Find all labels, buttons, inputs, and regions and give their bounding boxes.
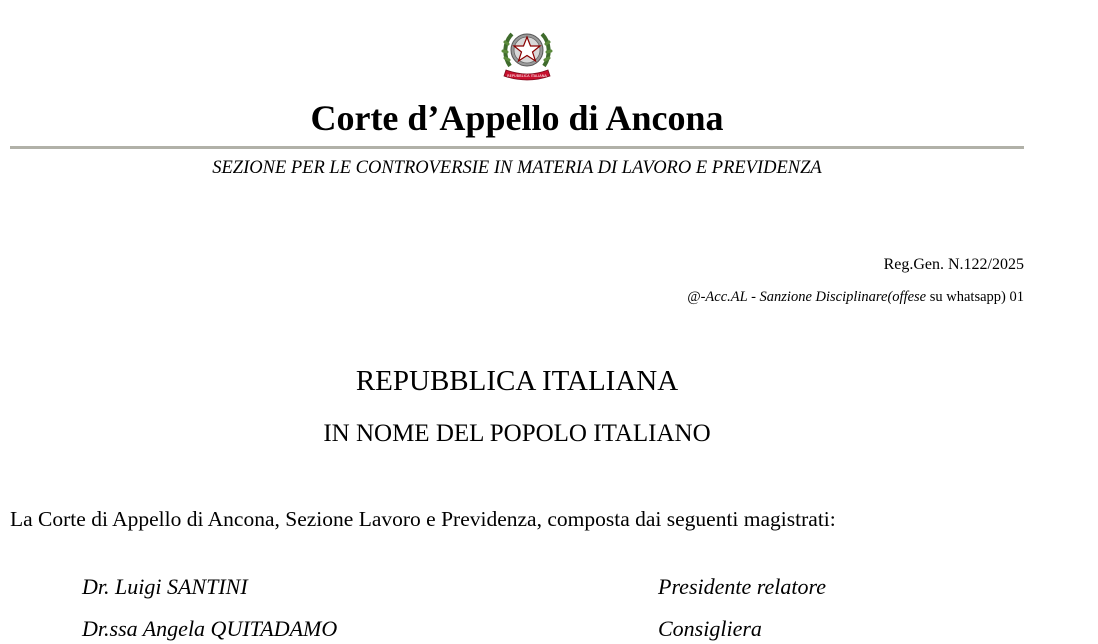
emblem-ribbon-text: REPUBBLICA ITALIANA <box>507 74 547 78</box>
case-reference <box>687 287 1024 307</box>
judge-name: Dr.ssa Angela QUITADAMO <box>82 616 338 641</box>
italian-republic-emblem-icon <box>500 26 554 82</box>
court-title: Corte d’Appello di Ancona <box>310 98 724 138</box>
judge-role: Presidente relatore <box>658 574 827 599</box>
registry-number: Reg.Gen. N.122/2025 <box>883 256 1024 273</box>
case-reference-italic: @-Acc.AL - Sanzione Disciplinare(offese <box>687 289 927 305</box>
judge-role: Consigliera <box>658 616 762 641</box>
judge-row <box>0 614 1098 644</box>
people-heading: IN NOME DEL POPOLO ITALIANO <box>323 420 711 447</box>
header-divider <box>10 146 1024 149</box>
judge-name: Dr. Luigi SANTINI <box>82 574 248 599</box>
judge-row <box>0 572 1098 602</box>
republic-heading: REPUBBLICA ITALIANA <box>355 365 679 397</box>
case-reference-plain: su whatsapp) 01 <box>926 289 1024 305</box>
court-section-subtitle: SEZIONE PER LE CONTROVERSIE IN MATERIA DI LAVORO E PREVIDENZA <box>212 158 822 178</box>
court-composition-text: La Corte di Appello di Ancona, Sezione Lavoro e Previdenza, composta dai seguenti magistrati: <box>10 507 836 531</box>
